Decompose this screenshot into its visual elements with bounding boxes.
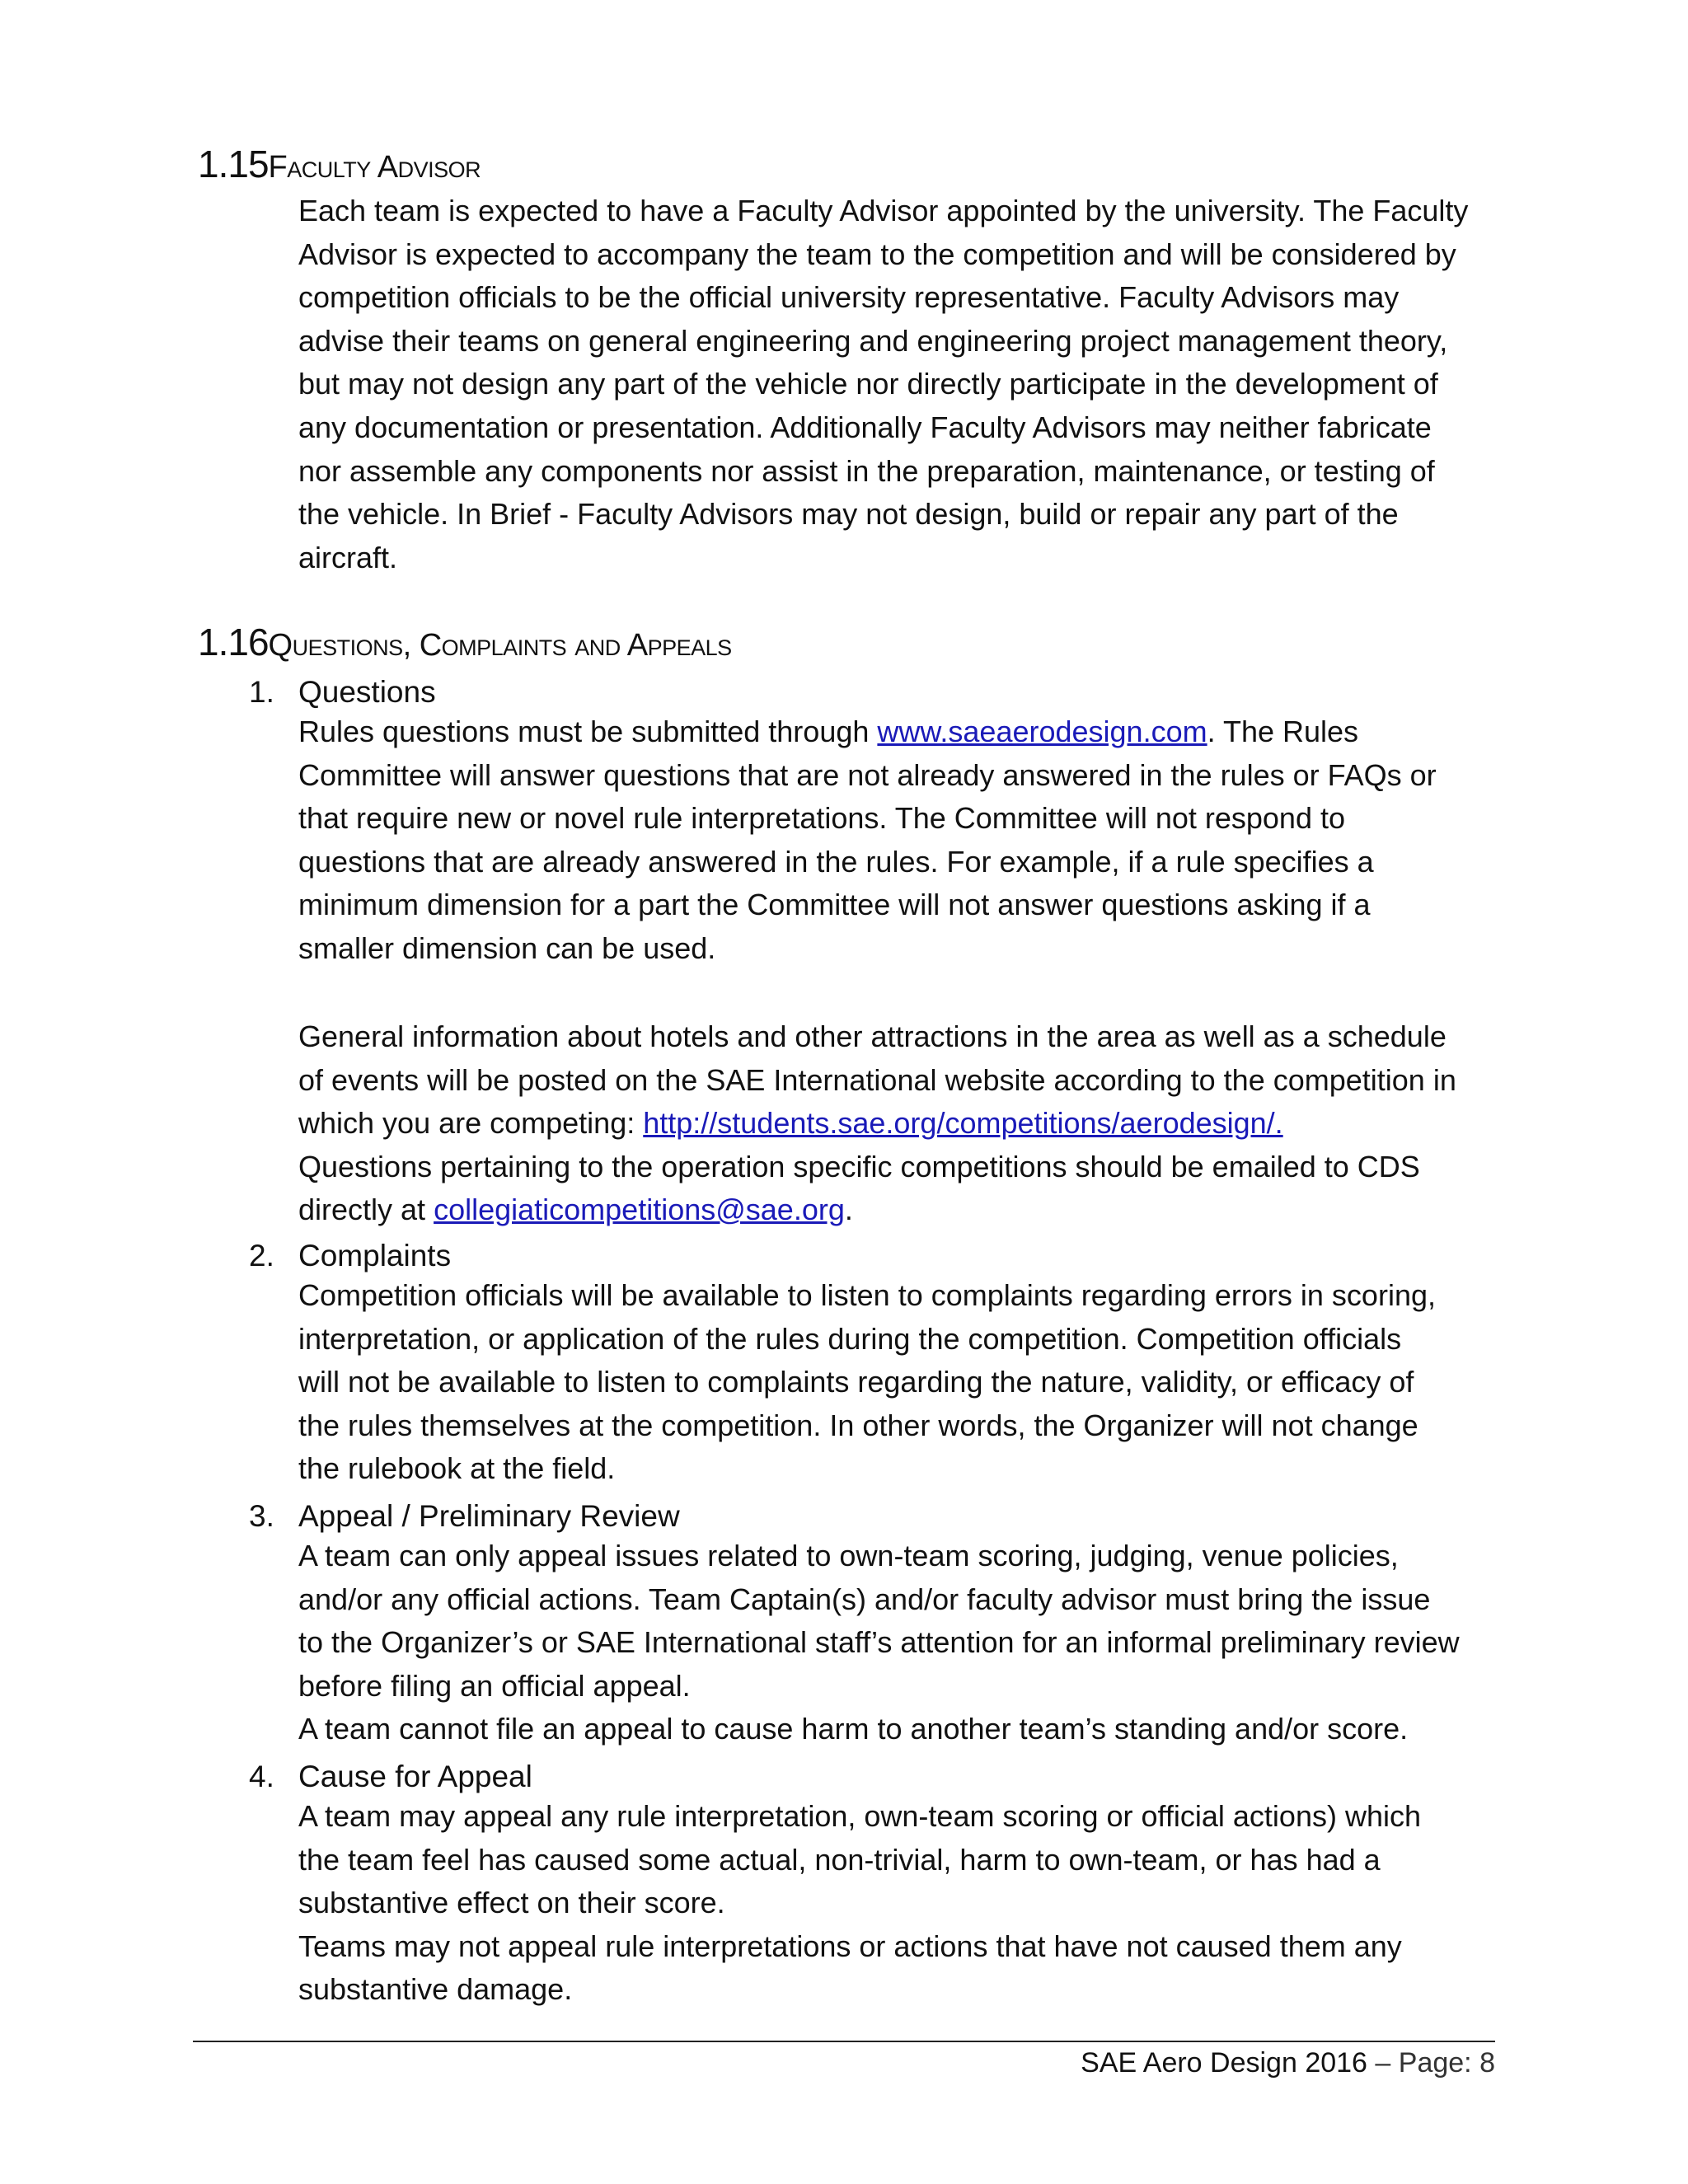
appeal-paragraph xyxy=(298,1535,1502,1751)
text-line: Committee will answer questions that are not already answered in the rules or FAQs or xyxy=(298,757,1437,792)
text-line: aircraft. xyxy=(298,540,398,574)
text-line: Questions pertaining to the operation specific competitions should be emailed to CDS xyxy=(298,1149,1420,1183)
questions-paragraph-1 xyxy=(298,710,1502,971)
text-line: minimum dimension for a part the Committee will not answer questions asking if a xyxy=(298,888,1371,922)
text-line: to the Organizer’s or SAE International staff’s attention for an informal preliminary review xyxy=(298,1625,1460,1660)
text-run: which you are competing: xyxy=(298,1106,644,1141)
faculty-advisor-paragraph xyxy=(298,190,1502,579)
section-number: 1.16 xyxy=(198,621,269,663)
subheading-text: Complaints xyxy=(298,1239,452,1272)
text-line: the rulebook at the field. xyxy=(298,1451,616,1486)
text-line: nor assemble any components nor assist in the preparation, maintenance, or testing of xyxy=(298,453,1435,488)
list-number: 1. xyxy=(249,675,274,709)
subheading-complaints xyxy=(249,1235,451,1277)
text-run: Rules questions must be submitted through xyxy=(298,715,878,748)
text-run: directly at xyxy=(298,1193,434,1227)
saeaerodesign-link[interactable]: www.saeaerodesign.com xyxy=(877,715,1207,748)
text-line: will not be available to listen to complaints regarding the nature, validity, or efficacy of xyxy=(298,1365,1414,1399)
text-line: and/or any official actions. Team Captain(s) and/or faculty advisor must bring the issue xyxy=(298,1582,1431,1616)
list-number: 3. xyxy=(249,1499,274,1533)
list-number: 2. xyxy=(249,1239,274,1272)
text-line: substantive effect on their score. xyxy=(298,1886,725,1920)
text-line: substantive damage. xyxy=(298,1972,573,2007)
text-line: interpretation, or application of the rules during the competition. Competition officials xyxy=(298,1321,1402,1356)
section-title: Faculty Advisor xyxy=(268,150,481,185)
email-link[interactable]: collegiaticompetitions@sae.org xyxy=(434,1193,845,1227)
text-line xyxy=(298,1102,1502,1146)
text-line: General information about hotels and other attractions in the area as well as a schedule xyxy=(298,1019,1447,1053)
text-line: A team may appeal any rule interpretation, own-team scoring or official actions) which xyxy=(298,1799,1422,1833)
text-line: Teams may not appeal rule interpretations or actions that have not caused them any xyxy=(298,1929,1402,1963)
text-line: the rules themselves at the competition. In other words, the Organizer will not change xyxy=(298,1408,1418,1442)
subheading-text: Cause for Appeal xyxy=(298,1760,532,1793)
students-sae-link[interactable]: http://students.sae.org/competitions/aerodesign/. xyxy=(643,1106,1283,1141)
complaints-paragraph xyxy=(298,1274,1502,1491)
text-line: of events will be posted on the SAE International website according to the competition in xyxy=(298,1062,1456,1097)
section-heading-1-15 xyxy=(198,142,481,186)
footer-separator: – xyxy=(1367,2047,1399,2079)
text-line xyxy=(298,1188,1502,1232)
text-line: advise their teams on general engineering and engineering project management theory, xyxy=(298,323,1448,358)
text-line: any documentation or presentation. Additionally Faculty Advisors may neither fabricate xyxy=(298,410,1432,444)
text-line: questions that are already answered in the rules. For example, if a rule specifies a xyxy=(298,844,1374,879)
section-number: 1.15 xyxy=(198,143,269,185)
text-line: Each team is expected to have a Faculty Advisor appointed by the university. The Faculty xyxy=(298,194,1469,227)
list-number: 4. xyxy=(249,1760,274,1793)
section-heading-1-16 xyxy=(198,620,732,664)
text-line: A team cannot file an appeal to cause harm to another team’s standing and/or score. xyxy=(298,1712,1409,1746)
subheading-appeal xyxy=(249,1495,680,1538)
text-line: Competition officials will be available to listen to complaints regarding errors in scoring, xyxy=(298,1278,1436,1312)
text-line: that require new or novel rule interpretations. The Committee will not respond to xyxy=(298,801,1345,836)
cause-paragraph xyxy=(298,1795,1502,2012)
text-line: A team can only appeal issues related to own-team scoring, judging, venue policies, xyxy=(298,1539,1399,1572)
text-line: the vehicle. In Brief - Faculty Advisors may not design, build or repair any part of the xyxy=(298,497,1399,532)
text-line: the team feel has caused some actual, non-trivial, harm to own-team, or has had a xyxy=(298,1842,1381,1877)
questions-paragraph-2 xyxy=(298,1015,1502,1232)
text-run: . xyxy=(844,1193,853,1227)
text-line: smaller dimension can be used. xyxy=(298,930,716,965)
footer-page-number: Page: 8 xyxy=(1398,2047,1495,2079)
text-line xyxy=(298,710,1502,754)
footer-divider xyxy=(193,2041,1495,2042)
text-line: before filing an official appeal. xyxy=(298,1668,691,1703)
subheading-cause-for-appeal xyxy=(249,1755,532,1798)
section-title: Questions, Complaints and Appeals xyxy=(268,628,732,663)
footer-doc-title: SAE Aero Design 2016 xyxy=(1081,2047,1367,2079)
subheading-text: Questions xyxy=(298,675,436,709)
subheading-questions xyxy=(249,671,436,714)
text-run: . The Rules xyxy=(1207,715,1359,748)
text-line: but may not design any part of the vehicle nor directly participate in the development of xyxy=(298,367,1438,401)
text-line: competition officials to be the official university representative. Faculty Advisors may xyxy=(298,280,1400,315)
subheading-text: Appeal / Preliminary Review xyxy=(298,1499,680,1533)
page-footer xyxy=(1081,2047,1495,2079)
text-line: Advisor is expected to accompany the team to the competition and will be considered by xyxy=(298,237,1456,271)
